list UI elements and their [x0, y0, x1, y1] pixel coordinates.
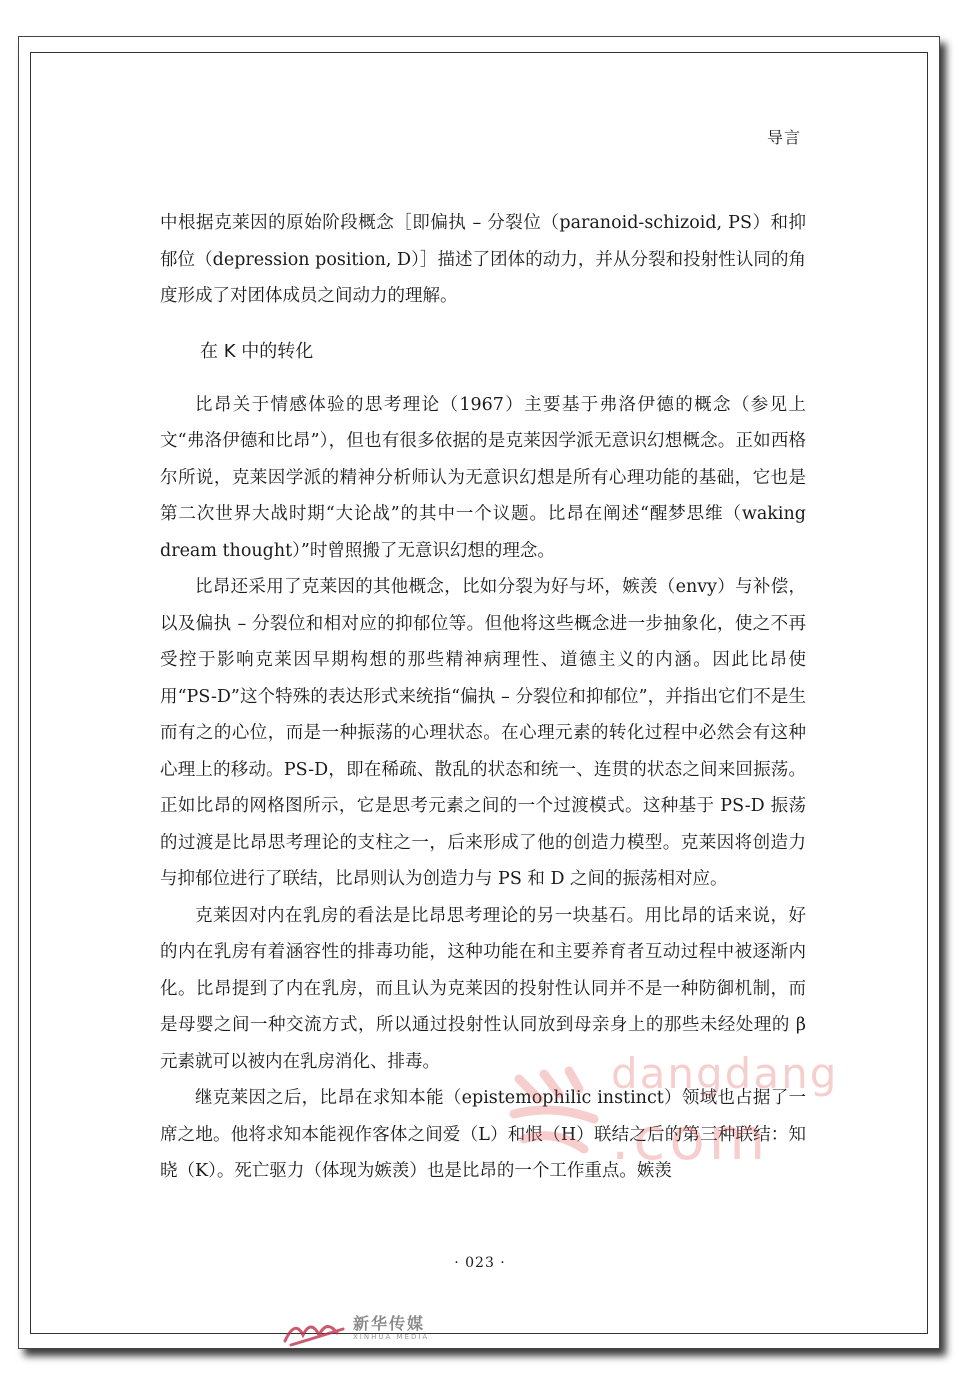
running-head: 导言 — [766, 128, 801, 147]
paragraph-5: 继克莱因之后，比昂在求知本能（epistemophilic instinct）领域也占据了一席之地。他将求知本能视作客体之间爱（L）和恨（H）联结之后的第三种联结：知晓（K）。死亡驱力（体现为嫉羡）也是比昂的一个工作重点。嫉羡 — [160, 1088, 806, 1181]
paragraph-1: 中根据克莱因的原始阶段概念［即偏执 – 分裂位（paranoid-schizoid, PS）和抑郁位（depression position, D）］描述了团体的动力，并从分裂和投射性认同的角度形成了对团体成员之间动力的理解。 — [160, 213, 806, 306]
paragraph-2: 比昂关于情感体验的思考理论（1967）主要基于弗洛伊德的概念（参见上文“弗洛伊德和比昂”），但也有很多依据的是克莱因学派无意识幻想概念。正如西格尔所说，克莱因学派的精神分析师认为无意识幻想是所有心理功能的基础，它也是第二次世界大战时期“大论战”的其中一个议题。比昂在阐述“醒梦思维（waking dream thought）”时曾照搬了无意识幻想的理念。 — [160, 394, 806, 561]
watermark-text-line2: .com — [611, 1105, 770, 1173]
page-body — [160, 205, 806, 1190]
watermark-text-line1: dangdang — [611, 1049, 839, 1098]
xinhua-en-label: XINHUA MEDIA — [353, 1333, 430, 1341]
section-heading: 在 K 中的转化 — [200, 340, 314, 362]
page-number: · 023 · — [454, 1255, 506, 1271]
xinhua-media-watermark — [281, 1309, 461, 1353]
paragraph-4: 克莱因对内在乳房的看法是比昂思考理论的另一块基石。用比昂的话来说，好的内在乳房有着涵容性的排毒功能，这种功能在和主要养育者互动过程中被逐渐内化。比昂提到了内在乳房，而且认为克莱因的投射性认同并不是一种防御机制，而是母婴之间一种交流方式，所以通过投射性认同放到母亲身上的那些未经处理的 β 元素就可以被内在乳房消化、排毒。 — [160, 905, 806, 1072]
xinhua-logo-icon — [281, 1311, 351, 1351]
book-page — [18, 36, 940, 1349]
paragraph-3: 比昂还采用了克莱因的其他概念，比如分裂为好与坏，嫉羡（envy）与补偿，以及偏执 – 分裂位和相对应的抑郁位等。但他将这些概念进一步抽象化，使之不再受控于影响克莱因早期构想的那些精神病理性、道德主义的内涵。因此比昂使用“PS-D”这个特殊的表达形式来统指“偏执 – 分裂位和抑郁位”，并指出它们不是生而有之的心位，而是一种振荡的心理状态。在心理元素的转化过程中必然会有这种心理上的移动。PS-D，即在稀疏、散乱的状态和统一、连贯的状态之间来回振荡。正如比昂的网格图所示，它是思考元素之间的一个过渡模式。这种基于 PS-D 振荡的过渡是比昂思考理论的支柱之一，后来形成了他的创造力模型。克莱因将创造力与抑郁位进行了联结，比昂则认为创造力与 PS 和 D 之间的振荡相对应。 — [160, 577, 806, 889]
xinhua-cn-label: 新华传媒 — [353, 1314, 426, 1333]
